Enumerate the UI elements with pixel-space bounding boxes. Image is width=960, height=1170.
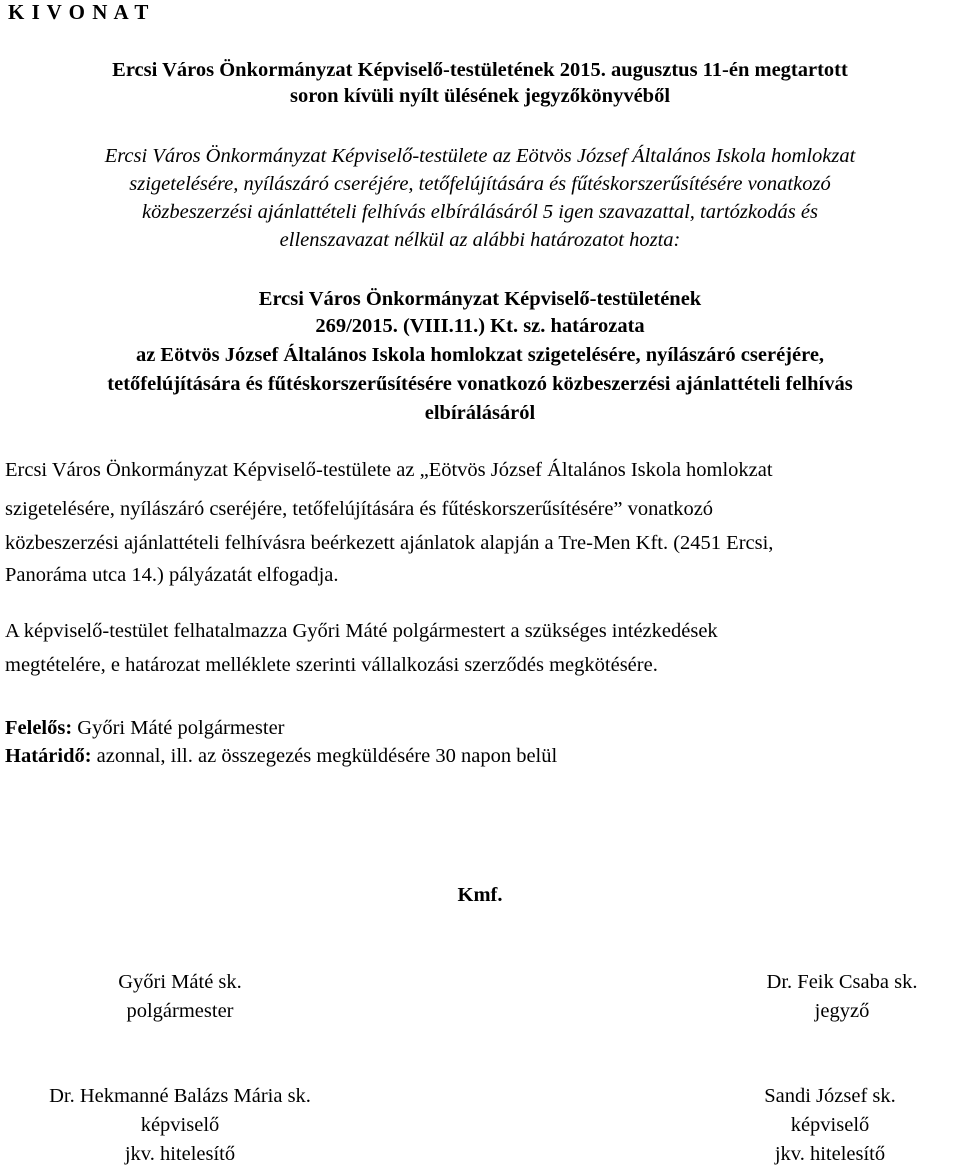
body-paragraph-1-line-4: Panoráma utca 14.) pályázatát elfogadja. bbox=[5, 564, 339, 586]
signature-notary bbox=[672, 968, 960, 1026]
signature-representative-1 bbox=[10, 1082, 350, 1169]
resolution-line-1: Ercsi Város Önkormányzat Képviselő-testületének bbox=[258, 288, 702, 310]
intro-line-1: Ercsi Város Önkormányzat Képviselő-testülete az Eötvös József Általános Iskola homlokzat bbox=[104, 145, 856, 167]
document-title: K I V O N A T bbox=[8, 0, 150, 24]
signature-representative-1-name: Dr. Hekmanné Balázs Mária sk. bbox=[49, 1085, 311, 1107]
signature-notary-role: jegyző bbox=[814, 1000, 870, 1022]
responsible-label: Felelős: bbox=[5, 717, 73, 739]
heading-line-2: soron kívüli nyílt ülésének jegyzőkönyvéből bbox=[289, 85, 671, 107]
deadline-line bbox=[5, 742, 557, 770]
resolution-number: 269/2015. (VIII.11.) Kt. sz. határozata bbox=[315, 315, 645, 337]
closing-kmf: Kmf. bbox=[457, 884, 503, 906]
signature-notary-name: Dr. Feik Csaba sk. bbox=[766, 971, 918, 993]
body-paragraph-1-line-1: Ercsi Város Önkormányzat Képviselő-testülete az „Eötvös József Általános Iskola homlokzat bbox=[5, 459, 773, 481]
body-paragraph-1-line-2: szigetelésére, nyílászáró cseréjére, tetőfelújítására és fűtéskorszerűsítésére” vonatkozó bbox=[5, 498, 714, 520]
heading-line-1: Ercsi Város Önkormányzat Képviselő-testületének 2015. augusztus 11-én megtartott bbox=[112, 59, 848, 81]
deadline-label: Határidő: bbox=[5, 745, 92, 767]
resolution-line-4: tetőfelújítására és fűtéskorszerűsítésére vonatkozó közbeszerzési ajánlattételi felhívás bbox=[107, 373, 853, 395]
responsible-line bbox=[5, 714, 285, 742]
body-paragraph-2-line-2: megtételére, e határozat melléklete szerinti vállalkozási szerződés megkötésére. bbox=[5, 654, 658, 676]
intro-line-2: szigetelésére, nyílászáró cseréjére, tetőfelújítására és fűtéskorszerűsítésére vonatkozó bbox=[129, 173, 831, 195]
deadline-value: azonnal, ill. az összegezés megküldésére 30 napon belül bbox=[91, 745, 558, 767]
intro-line-4: ellenszavazat nélkül az alábbi határozatot hozta: bbox=[279, 229, 681, 251]
signature-mayor-role: polgármester bbox=[126, 1000, 234, 1022]
signature-representative-2 bbox=[660, 1082, 960, 1169]
responsible-value: Győri Máté polgármester bbox=[72, 717, 285, 739]
signature-representative-2-role: képviselő bbox=[790, 1114, 870, 1136]
signature-representative-2-role2: jkv. hitelesítő bbox=[774, 1143, 886, 1165]
intro-line-3: közbeszerzési ajánlattételi felhívás elbírálásáról 5 igen szavazattal, tartózkodás és bbox=[142, 201, 818, 223]
body-paragraph-2-line-1: A képviselő-testület felhatalmazza Győri Máté polgármestert a szükséges intézkedések bbox=[5, 620, 718, 642]
signature-mayor bbox=[10, 968, 350, 1026]
body-paragraph-1-line-3: közbeszerzési ajánlattételi felhívásra beérkezett ajánlatok alapján a Tre-Men Kft. (2451 Ercsi, bbox=[5, 532, 774, 554]
resolution-line-3: az Eötvös József Általános Iskola homlokzat szigetelésére, nyílászáró cseréjére, bbox=[135, 344, 825, 366]
signature-mayor-name: Győri Máté sk. bbox=[118, 971, 242, 993]
signature-representative-2-name: Sandi József sk. bbox=[764, 1085, 896, 1107]
signature-representative-1-role2: jkv. hitelesítő bbox=[124, 1143, 236, 1165]
signature-representative-1-role: képviselő bbox=[140, 1114, 220, 1136]
resolution-line-5: elbírálásáról bbox=[424, 402, 536, 424]
